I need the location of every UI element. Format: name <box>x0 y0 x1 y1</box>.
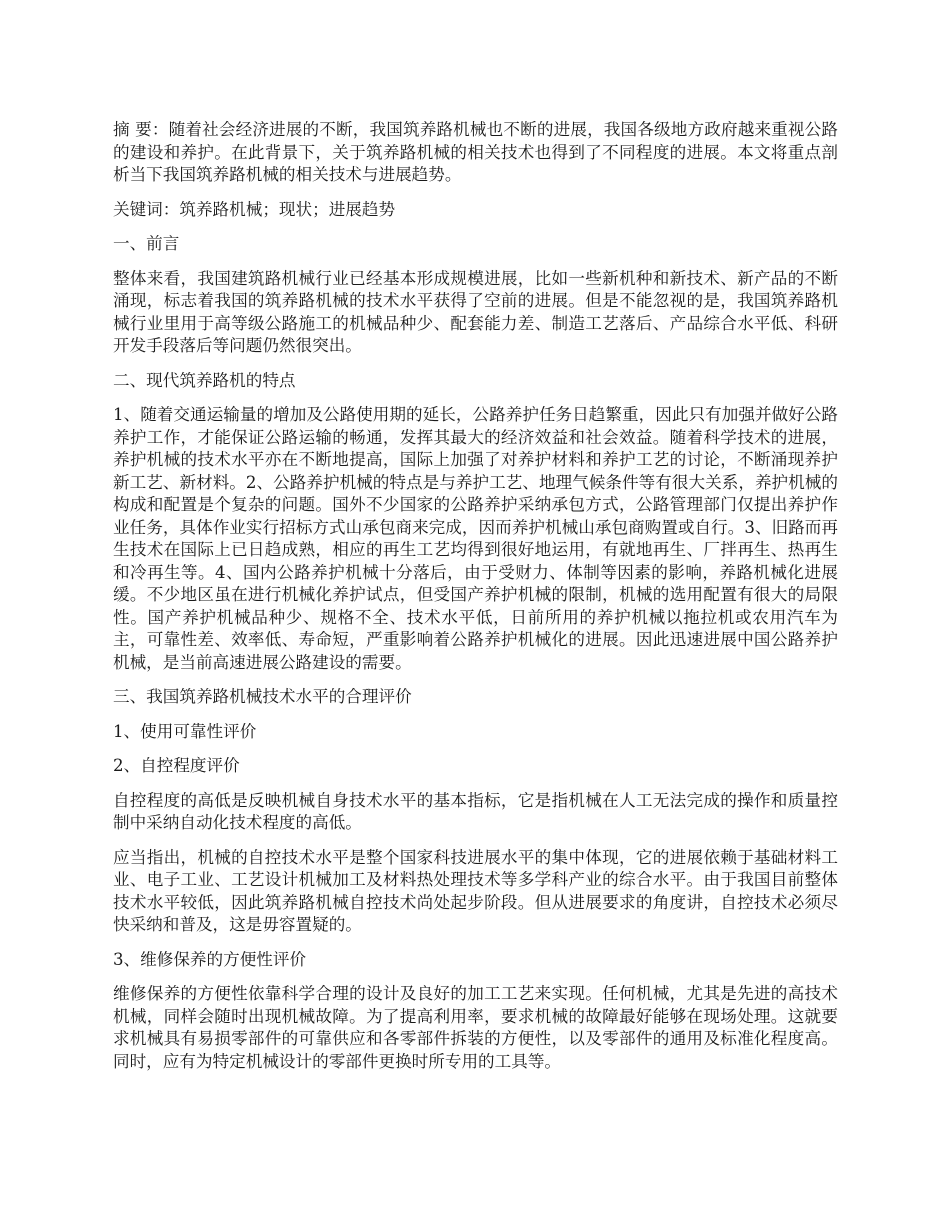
maintenance-paragraph: 维修保养的方便性依靠科学合理的设计及良好的加工工艺来实现。任何机械，尤其是先进的高技术机械，同样会随时出现机械故障。为了提高利用率，要求机械的故障最好能够在现场处理。这就要求机械具有易损零部件的可靠供应和各零部件拆装的方便性，以及零部件的通用及标准化程度高。同时，应有为特定机械设计的零部件更换时所专用的工具等。 <box>113 984 838 1071</box>
section-heading-evaluation: 三、我国筑养路机械技术水平的合理评价 <box>113 687 412 706</box>
section-heading-introduction: 一、前言 <box>113 234 180 253</box>
introduction-paragraph: 整体来看，我国建筑路机械行业已经基本形成规模进展，比如一些新机种和新技术、新产品的不断涌现，标志着我国的筑养路机械的技术水平获得了空前的进展。但是不能忽视的是，我国筑养路机械行业里用于高等级公路施工的机械品种少、配套能力差、制造工艺落后、产品综合水平低、科研开发手段落后等问题仍然很突出。 <box>113 268 838 355</box>
keywords-line: 关键词：筑养路机械；现状；进展趋势 <box>113 199 396 219</box>
section-heading-features: 二、现代筑养路机的特点 <box>113 370 296 390</box>
abstract-paragraph: 摘 要：随着社会经济进展的不断，我国筑养路机械也不断的进展，我国各级地方政府越来重视公路的建设和养护。在此背景下，关于筑养路机械的相关技术也得到了不同程度的进展。本文将重点剖析当下我国筑养路机械的相关技术与进展趋势。 <box>113 120 838 184</box>
document-page <box>113 0 838 1073</box>
automation-paragraph-2: 应当指出，机械的自控技术水平是整个国家科技进展水平的集中体现，它的进展依赖于基础材料工业、电子工业、工艺设计机械加工及材料热处理技术等多学科产业的综合水平。由于我国目前整体技术水平较低，因此筑养路机械自控技术尚处起步阶段。但从进展要求的角度讲，自控技术必须尽快采纳和普及，这是毋容置疑的。 <box>113 847 838 934</box>
subheading-maintenance: 3、维修保养的方便性评价 <box>113 949 307 969</box>
subheading-automation: 2、自控程度评价 <box>113 756 240 775</box>
features-paragraph: 1、随着交通运输量的增加及公路使用期的延长，公路养护任务日趋繁重，因此只有加强并做好公路养护工作，才能保证公路运输的畅通，发挥其最大的经济效益和社会效益。随着科学技术的进展，养护机械的技术水平亦在不断地提高，国际上加强了对养护材料和养护工艺的讨论，不断涌现养护新工艺、新材料。2、公路养护机械的特点是与养护工艺、地理气候条件等有很大关系，养护机械的构成和配置是个复杂的问题。国外不少国家的公路养护采纳承包方式，公路管理部门仅提出养护作业任务，具体作业实行招标方式山承包商来完成，因而养护机械山承包商购置或自行。3、旧路而再生技术在国际上已日趋成熟，相应的再生工艺均得到很好地运用，有就地再生、厂拌再生、热再生和冷再生等。4、国内公路养护机械十分落后，由于受财力、体制等因素的影响，养路机械化进展缓。不少地区虽在进行机械化养护试点，但受国产养护机械的限制，机械的选用配置有很大的局限性。国产养护机械品种少、规格不全、技术水平低，日前所用的养护机械以拖拉机或农用汽车为主，可靠性差、效率低、寿命短，严重影响着公路养护机械化的进展。因此迅速进展中国公路养护机械，是当前高速进展公路建设的需要。 <box>113 405 838 672</box>
automation-paragraph-1: 自控程度的高低是反映机械自身技术水平的基本指标，它是指机械在人工无法完成的操作和质量控制中采纳自动化技术程度的高低。 <box>113 790 838 832</box>
subheading-reliability: 1、使用可靠性评价 <box>113 721 257 741</box>
